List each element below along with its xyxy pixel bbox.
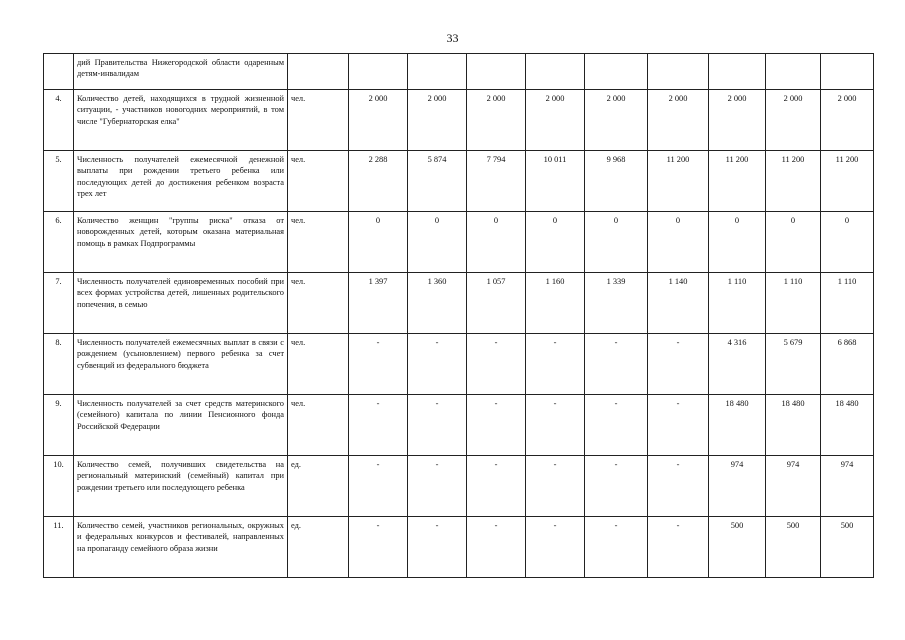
unit-cell: чел.: [288, 212, 349, 273]
indicator-description: Численность получателей за счет средств материнского (семейного) капитала по линии Пенсионного фонда Российской Федерации: [74, 395, 288, 456]
value-cell: -: [526, 334, 585, 395]
value-cell: 11 200: [648, 151, 709, 212]
unit-cell: чел.: [288, 395, 349, 456]
value-cell: -: [408, 517, 467, 578]
value-cell: 0: [467, 212, 526, 273]
value-cell: 0: [766, 212, 821, 273]
value-cell: 500: [766, 517, 821, 578]
value-cell: 11 200: [766, 151, 821, 212]
table-row: [44, 90, 874, 151]
value-cell: [467, 54, 526, 90]
unit-cell: чел.: [288, 273, 349, 334]
value-cell: 2 000: [526, 90, 585, 151]
value-cell: 1 339: [585, 273, 648, 334]
unit-cell: ед.: [288, 517, 349, 578]
value-cell: 18 480: [821, 395, 874, 456]
value-cell: 0: [709, 212, 766, 273]
value-cell: 2 000: [585, 90, 648, 151]
value-cell: 0: [648, 212, 709, 273]
indicator-description: Численность получателей ежемесячных выплат в связи с рождением (усыновлением) первого ребенка за счет субвенций из федерального бюджета: [74, 334, 288, 395]
value-cell: 1 397: [349, 273, 408, 334]
table-row: [44, 151, 874, 212]
row-number: 11.: [44, 517, 74, 578]
value-cell: -: [648, 395, 709, 456]
value-cell: 9 968: [585, 151, 648, 212]
value-cell: [408, 54, 467, 90]
row-number: 9.: [44, 395, 74, 456]
value-cell: 5 679: [766, 334, 821, 395]
row-number: 7.: [44, 273, 74, 334]
value-cell: -: [585, 456, 648, 517]
unit-cell: чел.: [288, 334, 349, 395]
value-cell: 7 794: [467, 151, 526, 212]
value-cell: 2 000: [467, 90, 526, 151]
table-row: [44, 395, 874, 456]
value-cell: 18 480: [709, 395, 766, 456]
value-cell: -: [526, 517, 585, 578]
value-cell: 0: [585, 212, 648, 273]
value-cell: 974: [766, 456, 821, 517]
indicators-table: [43, 53, 874, 578]
value-cell: [526, 54, 585, 90]
value-cell: -: [467, 456, 526, 517]
value-cell: 2 000: [648, 90, 709, 151]
value-cell: 1 110: [766, 273, 821, 334]
value-cell: 10 011: [526, 151, 585, 212]
value-cell: 2 000: [821, 90, 874, 151]
value-cell: 1 160: [526, 273, 585, 334]
indicator-description: дий Правительства Нижегородской области одаренным детям-инвалидам: [74, 54, 288, 90]
value-cell: -: [467, 334, 526, 395]
indicator-description: Численность получателей единовременных пособий при всех формах устройства детей, лишенных родительского попечения, в семью: [74, 273, 288, 334]
value-cell: 1 057: [467, 273, 526, 334]
value-cell: -: [349, 395, 408, 456]
table-row: [44, 456, 874, 517]
indicator-description: Количество женщин "группы риска" отказа от новорожденных детей, которым оказана материальная помощь в рамках Подпрограммы: [74, 212, 288, 273]
value-cell: 0: [821, 212, 874, 273]
value-cell: 11 200: [709, 151, 766, 212]
value-cell: 0: [349, 212, 408, 273]
row-number: 8.: [44, 334, 74, 395]
value-cell: 2 000: [408, 90, 467, 151]
value-cell: -: [585, 334, 648, 395]
value-cell: 5 874: [408, 151, 467, 212]
value-cell: -: [648, 456, 709, 517]
value-cell: 2 000: [766, 90, 821, 151]
value-cell: 500: [709, 517, 766, 578]
value-cell: 1 360: [408, 273, 467, 334]
row-number: [44, 54, 74, 90]
unit-cell: чел.: [288, 151, 349, 212]
indicator-description: Количество детей, находящихся в трудной жизненной ситуации, - участников новогодних мероприятий, в том числе "Губернаторская елка": [74, 90, 288, 151]
row-number: 10.: [44, 456, 74, 517]
value-cell: [709, 54, 766, 90]
unit-cell: чел.: [288, 90, 349, 151]
value-cell: -: [408, 456, 467, 517]
value-cell: -: [585, 395, 648, 456]
value-cell: [585, 54, 648, 90]
page-number: 33: [446, 31, 459, 45]
value-cell: 6 868: [821, 334, 874, 395]
row-number: 5.: [44, 151, 74, 212]
value-cell: 0: [408, 212, 467, 273]
indicator-description: Количество семей, получивших свидетельства на региональный материнский (семейный) капитал при рождении третьего или последующего ребенка: [74, 456, 288, 517]
value-cell: 1 110: [709, 273, 766, 334]
value-cell: 974: [821, 456, 874, 517]
value-cell: [349, 54, 408, 90]
table-row: [44, 517, 874, 578]
value-cell: 500: [821, 517, 874, 578]
value-cell: 11 200: [821, 151, 874, 212]
value-cell: 2 000: [709, 90, 766, 151]
value-cell: -: [408, 395, 467, 456]
unit-cell: [288, 54, 349, 90]
table-row: [44, 212, 874, 273]
value-cell: -: [526, 456, 585, 517]
row-number: 4.: [44, 90, 74, 151]
value-cell: -: [467, 517, 526, 578]
value-cell: [766, 54, 821, 90]
value-cell: -: [349, 456, 408, 517]
value-cell: [648, 54, 709, 90]
value-cell: [821, 54, 874, 90]
unit-cell: ед.: [288, 456, 349, 517]
value-cell: -: [408, 334, 467, 395]
indicator-description: Численность получателей ежемесячной денежной выплаты при рождении третьего ребенка или последующих детей до достижения ребенком возраста трех лет: [74, 151, 288, 212]
value-cell: 1 110: [821, 273, 874, 334]
value-cell: 2 000: [349, 90, 408, 151]
row-number: 6.: [44, 212, 74, 273]
table-row: [44, 54, 874, 90]
indicator-description: Количество семей, участников региональных, окружных и федеральных конкурсов и фестивалей, направленных на пропаганду семейного образа жизни: [74, 517, 288, 578]
value-cell: -: [585, 517, 648, 578]
table-row: [44, 334, 874, 395]
value-cell: 18 480: [766, 395, 821, 456]
value-cell: 4 316: [709, 334, 766, 395]
value-cell: -: [648, 517, 709, 578]
value-cell: -: [349, 517, 408, 578]
value-cell: -: [526, 395, 585, 456]
value-cell: -: [467, 395, 526, 456]
value-cell: -: [648, 334, 709, 395]
value-cell: 974: [709, 456, 766, 517]
value-cell: 1 140: [648, 273, 709, 334]
value-cell: 0: [526, 212, 585, 273]
table-row: [44, 273, 874, 334]
value-cell: 2 288: [349, 151, 408, 212]
value-cell: -: [349, 334, 408, 395]
